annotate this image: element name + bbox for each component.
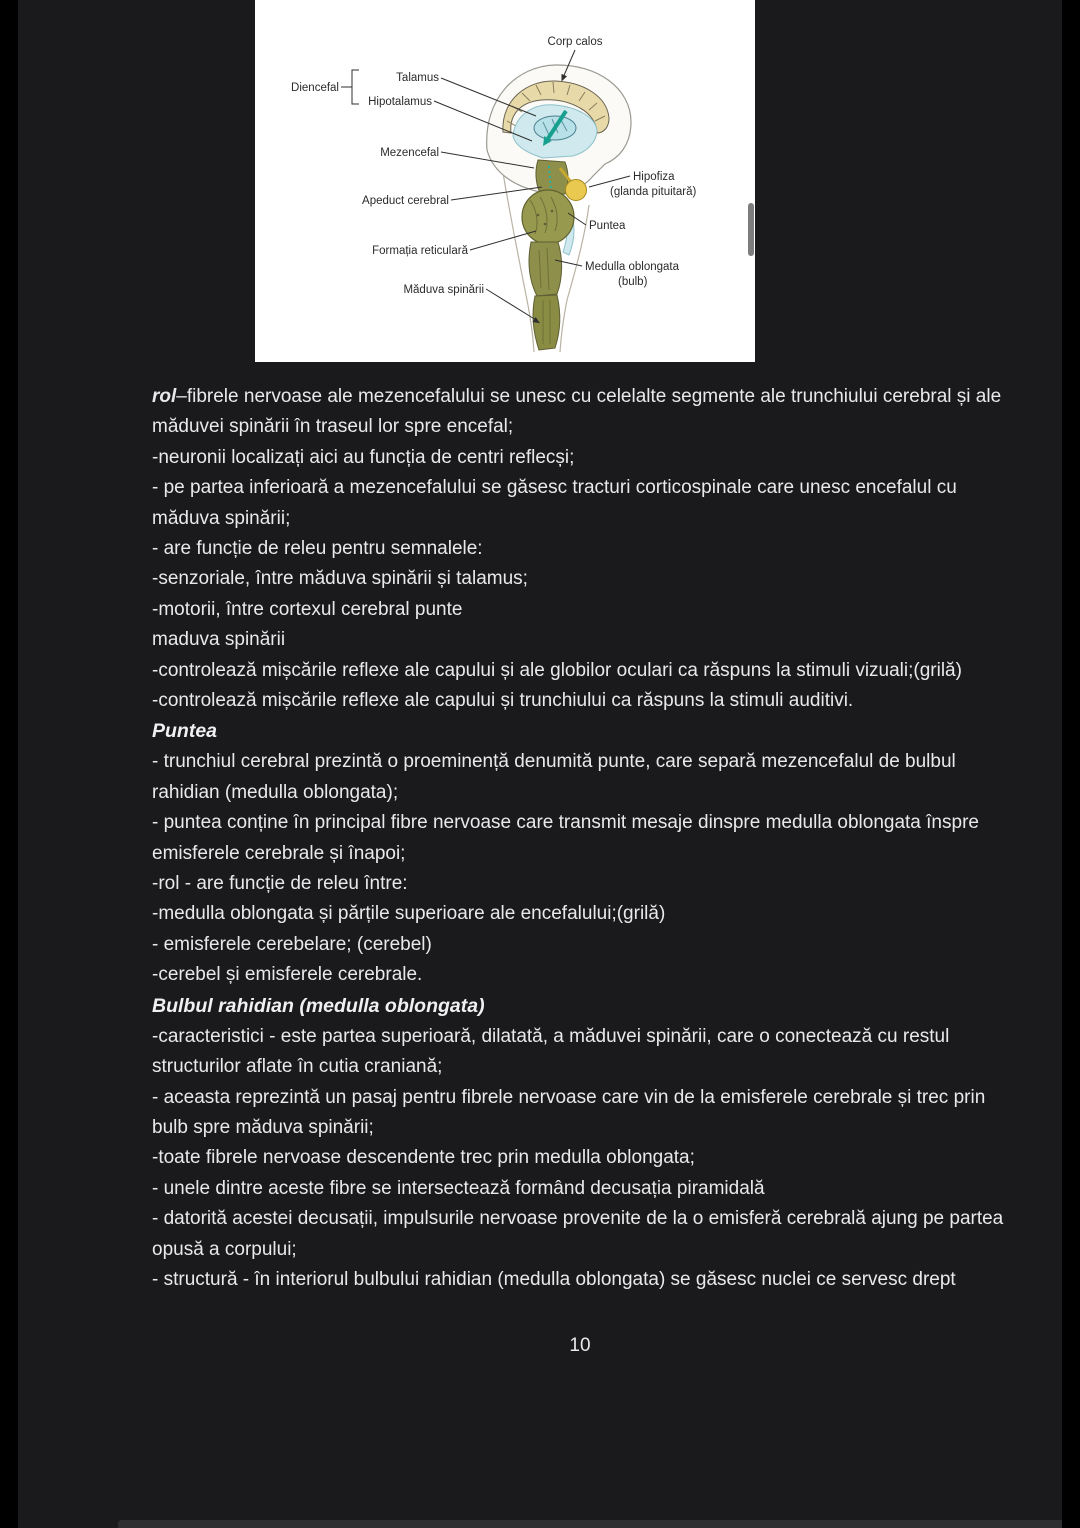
paragraph: maduva spinării xyxy=(152,629,286,651)
paragraph-rol xyxy=(152,382,1008,443)
paragraph: -neuronii localizați aici au funcția de centri reflecși; xyxy=(152,446,575,468)
label-puntea: Puntea xyxy=(589,220,626,232)
rol-rest: –fibrele nervoase ale mezencefalului se unesc cu celelalte segmente ale trunchiului cerebral și ale măduvei spinării în traseul lor spre encefal; xyxy=(152,386,1002,438)
rol-lead: rol xyxy=(152,386,177,407)
label-medulla: Medulla oblongata xyxy=(585,261,679,273)
document-content xyxy=(18,362,1062,1362)
maduva-line xyxy=(486,289,536,320)
label-hipofiza-sub: (glanda pituitară) xyxy=(610,186,697,198)
label-formatia: Formația reticulară xyxy=(372,245,468,257)
apeduct-line xyxy=(451,187,542,200)
paragraph: -cerebel și emisferele cerebrale. xyxy=(152,964,423,986)
reticular-dot xyxy=(537,214,540,217)
label-apeduct: Apeduct cerebral xyxy=(362,195,449,207)
paragraph: -caracteristici - este partea superioară, dilatată, a măduvei spinării, care o conectează cu restul structurilor aflate în cutia craniană; xyxy=(152,1025,950,1078)
label-maduva: Măduva spinării xyxy=(403,284,484,296)
paragraph: - aceasta reprezintă un pasaj pentru fibrele nervoase care vin de la emisferele cerebrale și trec prin bulb spre măduva spinării; xyxy=(152,1086,986,1138)
paragraph: -controlează mișcările reflexe ale capului și trunchiului ca răspuns la stimuli auditivi. xyxy=(152,689,854,711)
medulla-shape xyxy=(529,242,562,296)
heading-puntea: Puntea xyxy=(152,720,218,743)
label-corp-calos: Corp calos xyxy=(547,36,603,48)
paragraph: - pe partea inferioară a mezencefalului se găsesc tracturi corticospinale care unesc encefalul cu măduva spinării; xyxy=(152,477,957,529)
paragraph: - puntea conține în principal fibre nervoase care transmit mesaje dinspre medulla oblongata înspre emisferele cerebrale și înapoi; xyxy=(152,812,979,864)
paragraph: -senzoriale, între măduva spinării și talamus; xyxy=(152,568,528,590)
paragraph: - trunchiul cerebral prezintă o proeminență denumită punte, care separă mezencefalul de bulbul rahidian (medulla oblongata); xyxy=(152,751,956,803)
label-diencefal: Diencefal xyxy=(291,82,339,94)
brainstem-illustration xyxy=(255,0,755,362)
diencefal-bracket xyxy=(341,70,359,104)
label-mezencefal: Mezencefal xyxy=(380,147,439,159)
paragraph: - datorită acestei decusații, impulsurile nervoase provenite de la o emisferă cerebrală ajung pe partea opusă a corpului; xyxy=(152,1208,1004,1260)
document-page xyxy=(18,0,1062,1528)
label-hipotalamus: Hipotalamus xyxy=(368,96,432,108)
formatia-line xyxy=(470,231,536,250)
paragraph: -motorii, între cortexul cerebral punte xyxy=(152,598,463,620)
brain-diagram-panel xyxy=(255,0,755,362)
bottom-bar xyxy=(118,1520,1062,1528)
pons-shape xyxy=(522,190,574,244)
label-talamus: Talamus xyxy=(396,72,439,84)
midbrain-shape xyxy=(536,160,568,194)
paragraph: - unele dintre aceste fibre se intersectează formând decusația piramidală xyxy=(152,1177,765,1199)
scrollbar-thumb[interactable] xyxy=(748,203,754,256)
paragraph: -controlează mișcările reflexe ale capului și ale globilor oculari ca răspuns la stimuli vizuali;(grilă) xyxy=(152,659,962,681)
label-medulla-sub: (bulb) xyxy=(618,276,648,288)
label-hipofiza: Hipofiza xyxy=(633,171,675,183)
paragraph: - structură - în interiorul bulbului rahidian (medulla oblongata) se găsesc nuclei ce servesc drept xyxy=(152,1268,956,1290)
reticular-dot xyxy=(551,210,554,213)
hypophysis-shape xyxy=(566,180,587,201)
paragraph: -rol - are funcție de releu între: xyxy=(152,873,408,895)
paragraph: - emisferele cerebelare; (cerebel) xyxy=(152,933,432,955)
paragraph: - are funcție de releu pentru semnalele: xyxy=(152,537,483,559)
paragraph: -medulla oblongata și părțile superioare ale encefalului;(grilă) xyxy=(152,903,666,925)
reticular-dot xyxy=(544,223,547,226)
heading-bulbul: Bulbul rahidian (medulla oblongata) xyxy=(152,994,485,1017)
page-number: 10 xyxy=(569,1335,591,1357)
paragraph: -toate fibrele nervoase descendente trec prin medulla oblongata; xyxy=(152,1147,695,1169)
